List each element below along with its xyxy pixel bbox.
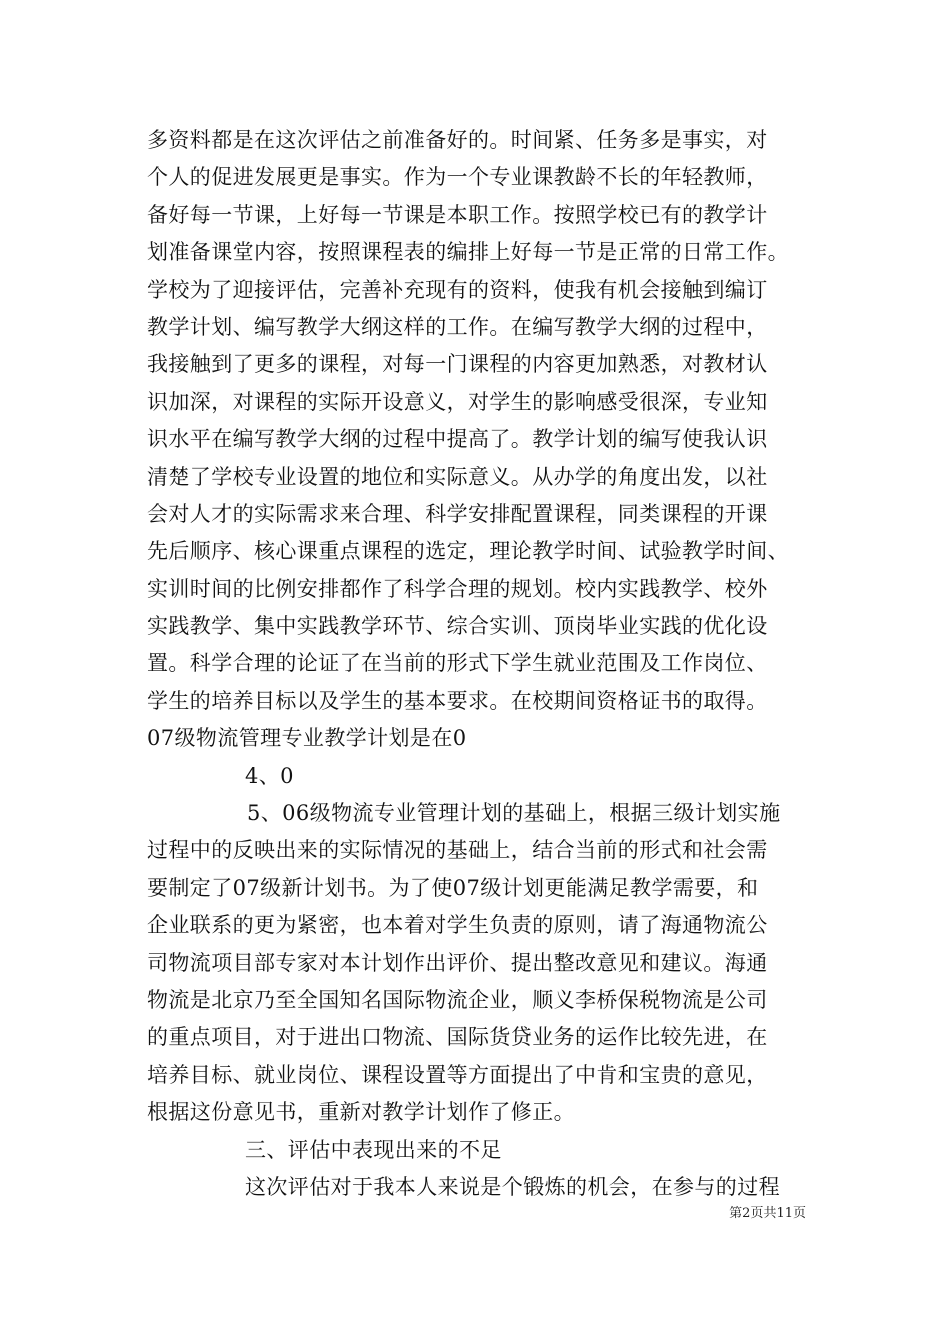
text-line-8: 识加深，对课程的实际开设意义，对学生的影响感受很深，专业知: [147, 389, 768, 414]
text-line-5: 学校为了迎接评估，完善补充现有的资料，使我有机会接触到编订: [147, 277, 768, 302]
text-line-21: 要制定了07级新计划书。为了使07级计划更能满足教学需要，和: [147, 875, 759, 900]
text-line-23: 司物流项目部专家对本计划作出评价、提出整改意见和建议。海通: [147, 950, 768, 975]
text-line-6: 教学计划、编写教学大纲这样的工作。在编写教学大纲的过程中，: [147, 314, 768, 339]
section-heading: 三、评估中表现出来的不足: [245, 1137, 502, 1162]
text-line-2: 个人的促进发展更是事实。作为一个专业课教龄不长的年轻教师，: [147, 165, 768, 190]
text-line-27: 根据这份意见书，重新对教学计划作了修正。: [147, 1100, 575, 1125]
text-line-26: 培养目标、就业岗位、课程设置等方面提出了中肯和宝贵的意见，: [147, 1062, 768, 1087]
text-line-25: 的重点项目，对于进出口物流、国际货贷业务的运作比较先进，在: [147, 1025, 768, 1050]
text-line-12: 先后顺序、核心课重点课程的选定，理论教学时间、试验教学时间、: [147, 539, 789, 564]
text-line-16: 学生的培养目标以及学生的基本要求。在校期间资格证书的取得。: [147, 688, 768, 713]
text-line-29: 这次评估对于我本人来说是个锻炼的机会，在参与的过程: [245, 1174, 780, 1199]
text-line-10: 清楚了学校专业设置的地位和实际意义。从办学的角度出发，以社: [147, 464, 768, 489]
text-line-9: 识水平在编写教学大纲的过程中提高了。教学计划的编写使我认识: [147, 427, 768, 452]
text-line-3: 备好每一节课，上好每一节课是本职工作。按照学校已有的教学计: [147, 202, 768, 227]
text-line-15: 置。科学合理的论证了在当前的形式下学生就业范围及工作岗位、: [147, 651, 768, 676]
text-line-13: 实训时间的比例安排都作了科学合理的规划。校内实践教学、校外: [147, 576, 768, 601]
page-number: 第2页共11页: [729, 1206, 806, 1221]
text-line-20: 过程中的反映出来的实际情况的基础上，结合当前的形式和社会需: [147, 838, 768, 863]
body-text: [147, 122, 847, 1206]
text-line-7: 我接触到了更多的课程，对每一门课程的内容更加熟悉，对教材认: [147, 352, 768, 377]
text-line-4: 划准备课堂内容，按照课程表的编排上好每一节是正常的日常工作。: [147, 240, 789, 265]
text-line-17: 07级物流管理专业教学计划是在0: [147, 726, 467, 751]
text-line-14: 实践教学、集中实践教学环节、综合实训、顶岗毕业实践的优化设: [147, 614, 768, 639]
text-line-19: 5、06级物流专业管理计划的基础上，根据三级计划实施: [247, 801, 781, 826]
text-line-22: 企业联系的更为紧密，也本着对学生负责的原则，请了海通物流公: [147, 913, 768, 938]
text-line-18: 4、0: [245, 763, 294, 788]
text-line-24: 物流是北京乃至全国知名国际物流企业，顺义李桥保税物流是公司: [147, 987, 768, 1012]
text-line-1: 多资料都是在这次评估之前准备好的。时间紧、任务多是事实，对: [147, 128, 768, 152]
text-line-11: 会对人才的实际需求来合理、科学安排配置课程，同类课程的开课: [147, 501, 768, 526]
